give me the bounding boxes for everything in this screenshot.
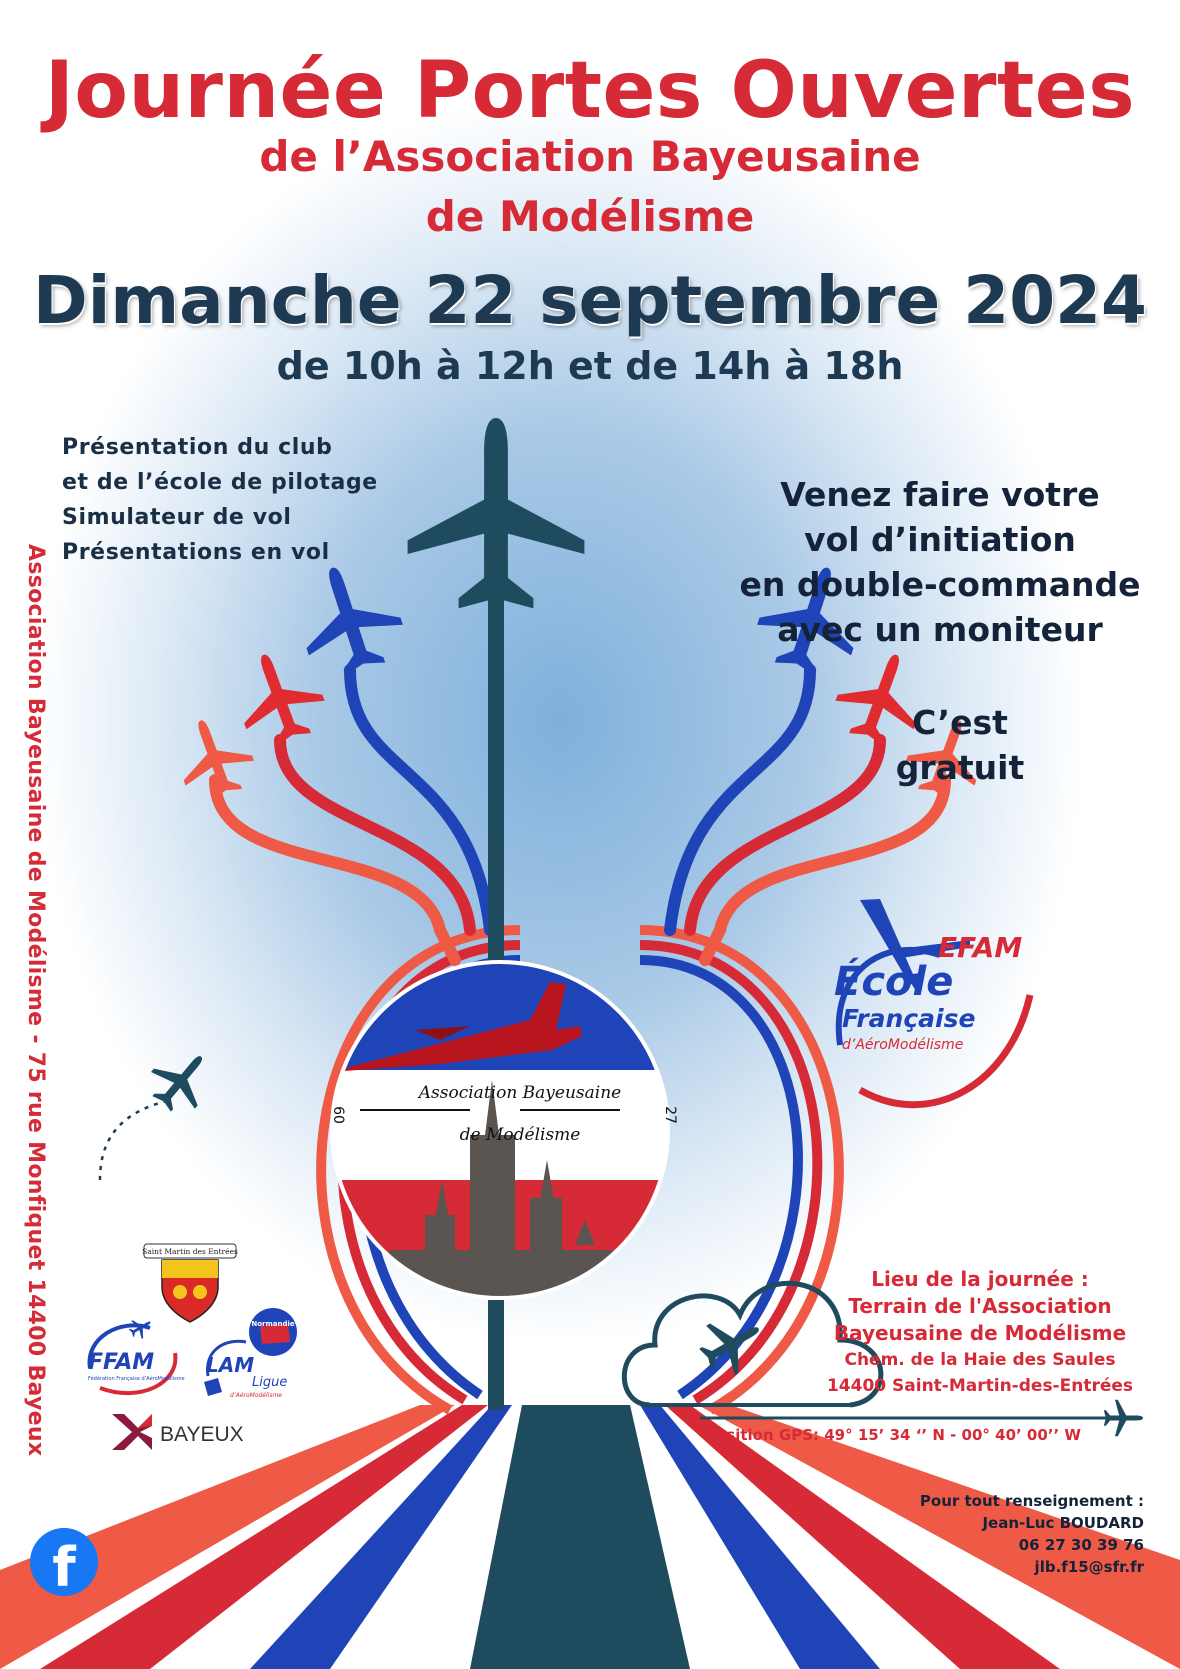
page-title: Journée Portes Ouvertes bbox=[44, 46, 1136, 136]
venue-heading: Lieu de la journée : bbox=[871, 1267, 1089, 1291]
lam-ligue: Ligue bbox=[252, 1375, 288, 1390]
emblem-name-line-2: de Modélisme bbox=[459, 1125, 581, 1145]
ffam-sub: Fédération Française d’AéroModélisme bbox=[88, 1376, 185, 1382]
airplane-icon bbox=[140, 1038, 223, 1122]
invite-line: en double-commande bbox=[739, 565, 1141, 604]
list-item: Simulateur de vol bbox=[62, 505, 292, 530]
contact-heading: Pour tout renseignement : bbox=[919, 1492, 1144, 1510]
venue-line-3: Chem. de la Haie des Saules bbox=[844, 1350, 1116, 1370]
flight-path bbox=[100, 1100, 170, 1180]
gps-position: Position GPS: 49° 15’ 34 ‘’ N - 00° 40’ 00’’ W bbox=[705, 1426, 1081, 1444]
list-item: Présentations en vol bbox=[62, 540, 330, 565]
normandie-label: Normandie bbox=[251, 1320, 295, 1328]
lam-label: LAM bbox=[206, 1353, 255, 1377]
vertical-address: Association Bayeusaine de Modélisme - 75 rue Monfiquet 14400 Bayeux bbox=[23, 544, 48, 1457]
emblem-name-line-1: Association Bayeusaine bbox=[418, 1083, 622, 1103]
emblem-left-number: 60 bbox=[330, 1106, 346, 1124]
venue-block bbox=[810, 1266, 1150, 1399]
venue-line-1: Terrain de l'Association bbox=[848, 1294, 1112, 1318]
ffam-logo bbox=[80, 1308, 200, 1398]
subtitle-line-2: de Modélisme bbox=[425, 192, 755, 241]
lam-sub: d’AéroModélisme bbox=[230, 1392, 282, 1399]
venue-line-4: 14400 Saint-Martin-des-Entrées bbox=[826, 1376, 1134, 1396]
event-hours: de 10h à 12h et de 14h à 18h bbox=[276, 344, 904, 388]
efam-line-3: d’AéroModélisme bbox=[842, 1037, 964, 1053]
venue-line-2: Bayeusaine de Modélisme bbox=[833, 1321, 1127, 1345]
lam-logo bbox=[200, 1306, 310, 1402]
free-text bbox=[830, 700, 1090, 790]
airplane-icon bbox=[408, 418, 585, 608]
free-line: gratuit bbox=[895, 748, 1025, 787]
facebook-icon[interactable]: f bbox=[30, 1528, 98, 1596]
event-date: Dimanche 22 septembre 2024 bbox=[33, 262, 1147, 339]
feature-list bbox=[62, 430, 378, 570]
airplane-icon bbox=[224, 641, 333, 754]
invite-text bbox=[700, 472, 1180, 652]
list-item: et de l’école de pilotage bbox=[62, 470, 378, 495]
invite-line: vol d’initiation bbox=[804, 520, 1076, 559]
efam-line-2: Française bbox=[842, 1004, 976, 1033]
free-line: C’est bbox=[912, 703, 1008, 742]
airplane-icon bbox=[1104, 1400, 1143, 1436]
ffam-label: FFAM bbox=[88, 1350, 155, 1375]
contact-email[interactable]: jlb.f15@sfr.fr bbox=[1034, 1558, 1144, 1576]
efam-logo bbox=[820, 895, 1090, 1125]
contact-block bbox=[920, 1490, 1144, 1578]
airplane-icon bbox=[285, 553, 412, 685]
emblem-right-number: 27 bbox=[662, 1106, 678, 1124]
invite-line: avec un moniteur bbox=[777, 610, 1103, 649]
saint-martin-label: Saint Martin des Entrées bbox=[142, 1247, 238, 1256]
bayeux-label: BAYEUX bbox=[160, 1423, 244, 1446]
invite-line: Venez faire votre bbox=[780, 475, 1100, 514]
efam-acronym: EFAM bbox=[938, 931, 1023, 964]
list-item: Présentation du club bbox=[62, 435, 333, 460]
contact-phone[interactable]: 06 27 30 39 76 bbox=[1018, 1536, 1144, 1554]
subtitle-line-1: de l’Association Bayeusaine bbox=[259, 132, 921, 181]
bayeux-logo bbox=[110, 1408, 260, 1456]
efam-line-1: École bbox=[834, 959, 954, 1005]
club-emblem bbox=[320, 960, 680, 1300]
contact-name: Jean-Luc BOUDARD bbox=[982, 1514, 1144, 1532]
